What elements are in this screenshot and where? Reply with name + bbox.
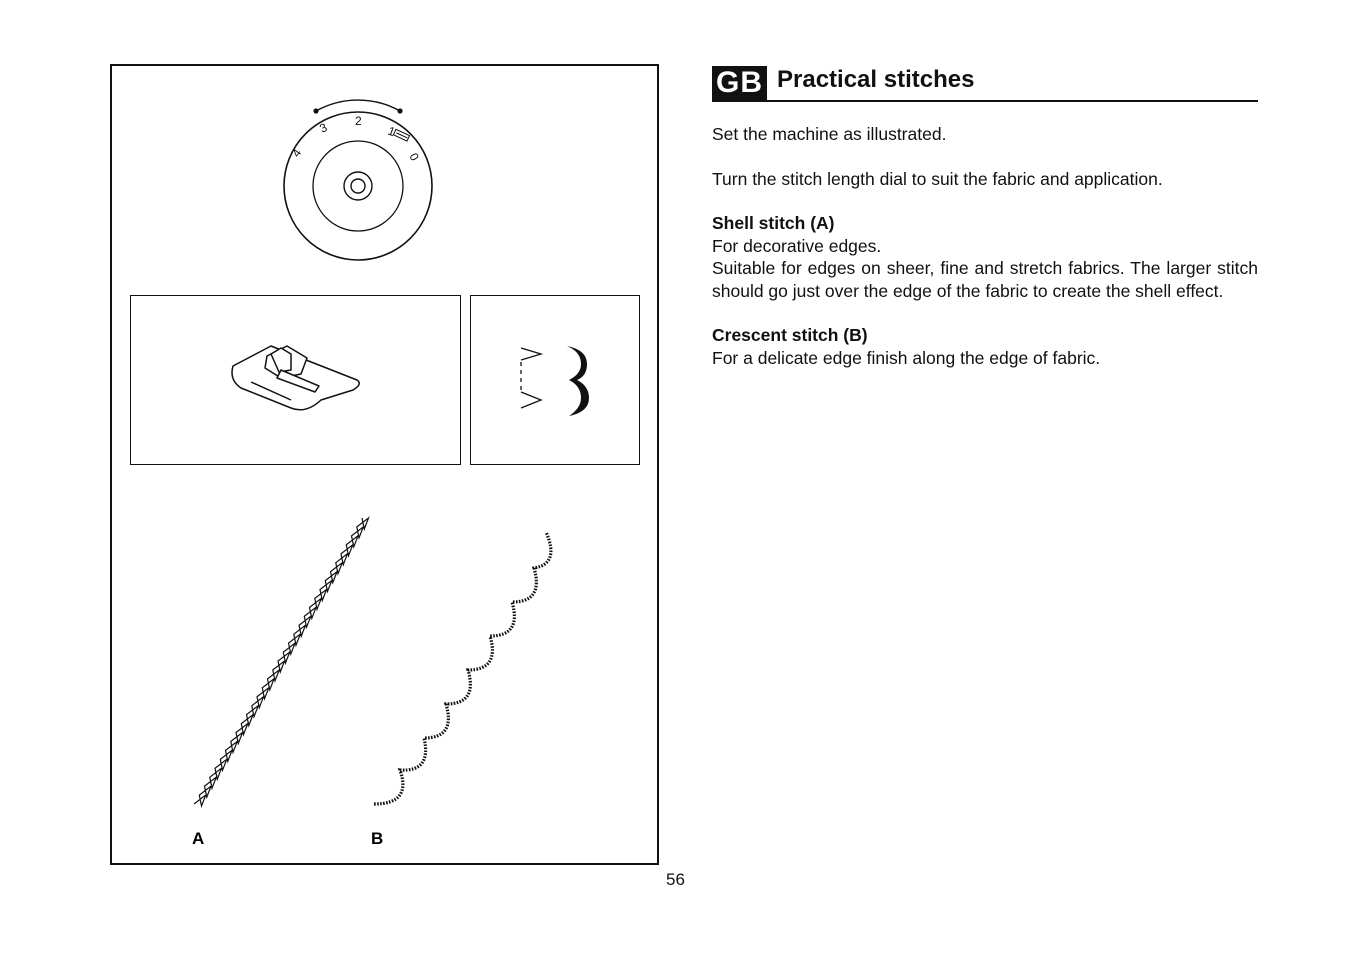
zigzag-foot-icon bbox=[131, 296, 462, 466]
crescent-pattern-symbol bbox=[567, 346, 589, 416]
intro-line-2: Turn the stitch length dial to suit the fabric and application. bbox=[712, 168, 1163, 189]
stitch-pattern-panel bbox=[470, 295, 640, 465]
dial-number-0: 0 bbox=[406, 150, 422, 164]
shell-stitch-line-1: For decorative edges. bbox=[712, 235, 882, 256]
language-badge: GB bbox=[712, 66, 767, 100]
dial-number-1: 1 bbox=[385, 123, 398, 140]
dial-number-2: 2 bbox=[355, 114, 362, 128]
dial-range-arc bbox=[316, 100, 400, 111]
shell-stitch-line-2: Suitable for edges on sheer, fine and stretch fabrics. The larger stitch should go just over the edge of the fabric to create the shell effect. bbox=[712, 258, 1258, 301]
presser-foot-panel bbox=[130, 295, 461, 465]
dial-number-4: 4 bbox=[288, 146, 305, 160]
dial-inner-ring bbox=[313, 141, 403, 231]
illustration-frame bbox=[110, 64, 659, 865]
stitch-pattern-symbols bbox=[471, 296, 641, 466]
dial-hub-center bbox=[351, 179, 365, 193]
sample-label-b: B bbox=[371, 829, 384, 848]
dial-number-3: 3 bbox=[317, 120, 330, 136]
crescent-stitch-heading: Crescent stitch (B) bbox=[712, 325, 868, 345]
dial-hub bbox=[344, 172, 372, 200]
shell-stitch-sample bbox=[194, 518, 369, 806]
intro-line-1: Set the machine as illustrated. bbox=[712, 124, 947, 144]
crescent-stitch-line-1: For a delicate edge finish along the edge of fabric. bbox=[712, 347, 1101, 368]
shell-pattern-symbol bbox=[521, 348, 541, 408]
sample-label-a: A bbox=[192, 829, 205, 848]
page-number: 56 bbox=[666, 870, 685, 889]
dial-outer-ring bbox=[284, 112, 432, 260]
instructions-column bbox=[712, 64, 1258, 369]
crescent-stitch-sample bbox=[374, 532, 551, 804]
section-heading bbox=[712, 64, 1258, 102]
shell-stitch-heading: Shell stitch (A) bbox=[712, 213, 835, 233]
page-title: Practical stitches bbox=[777, 66, 975, 93]
